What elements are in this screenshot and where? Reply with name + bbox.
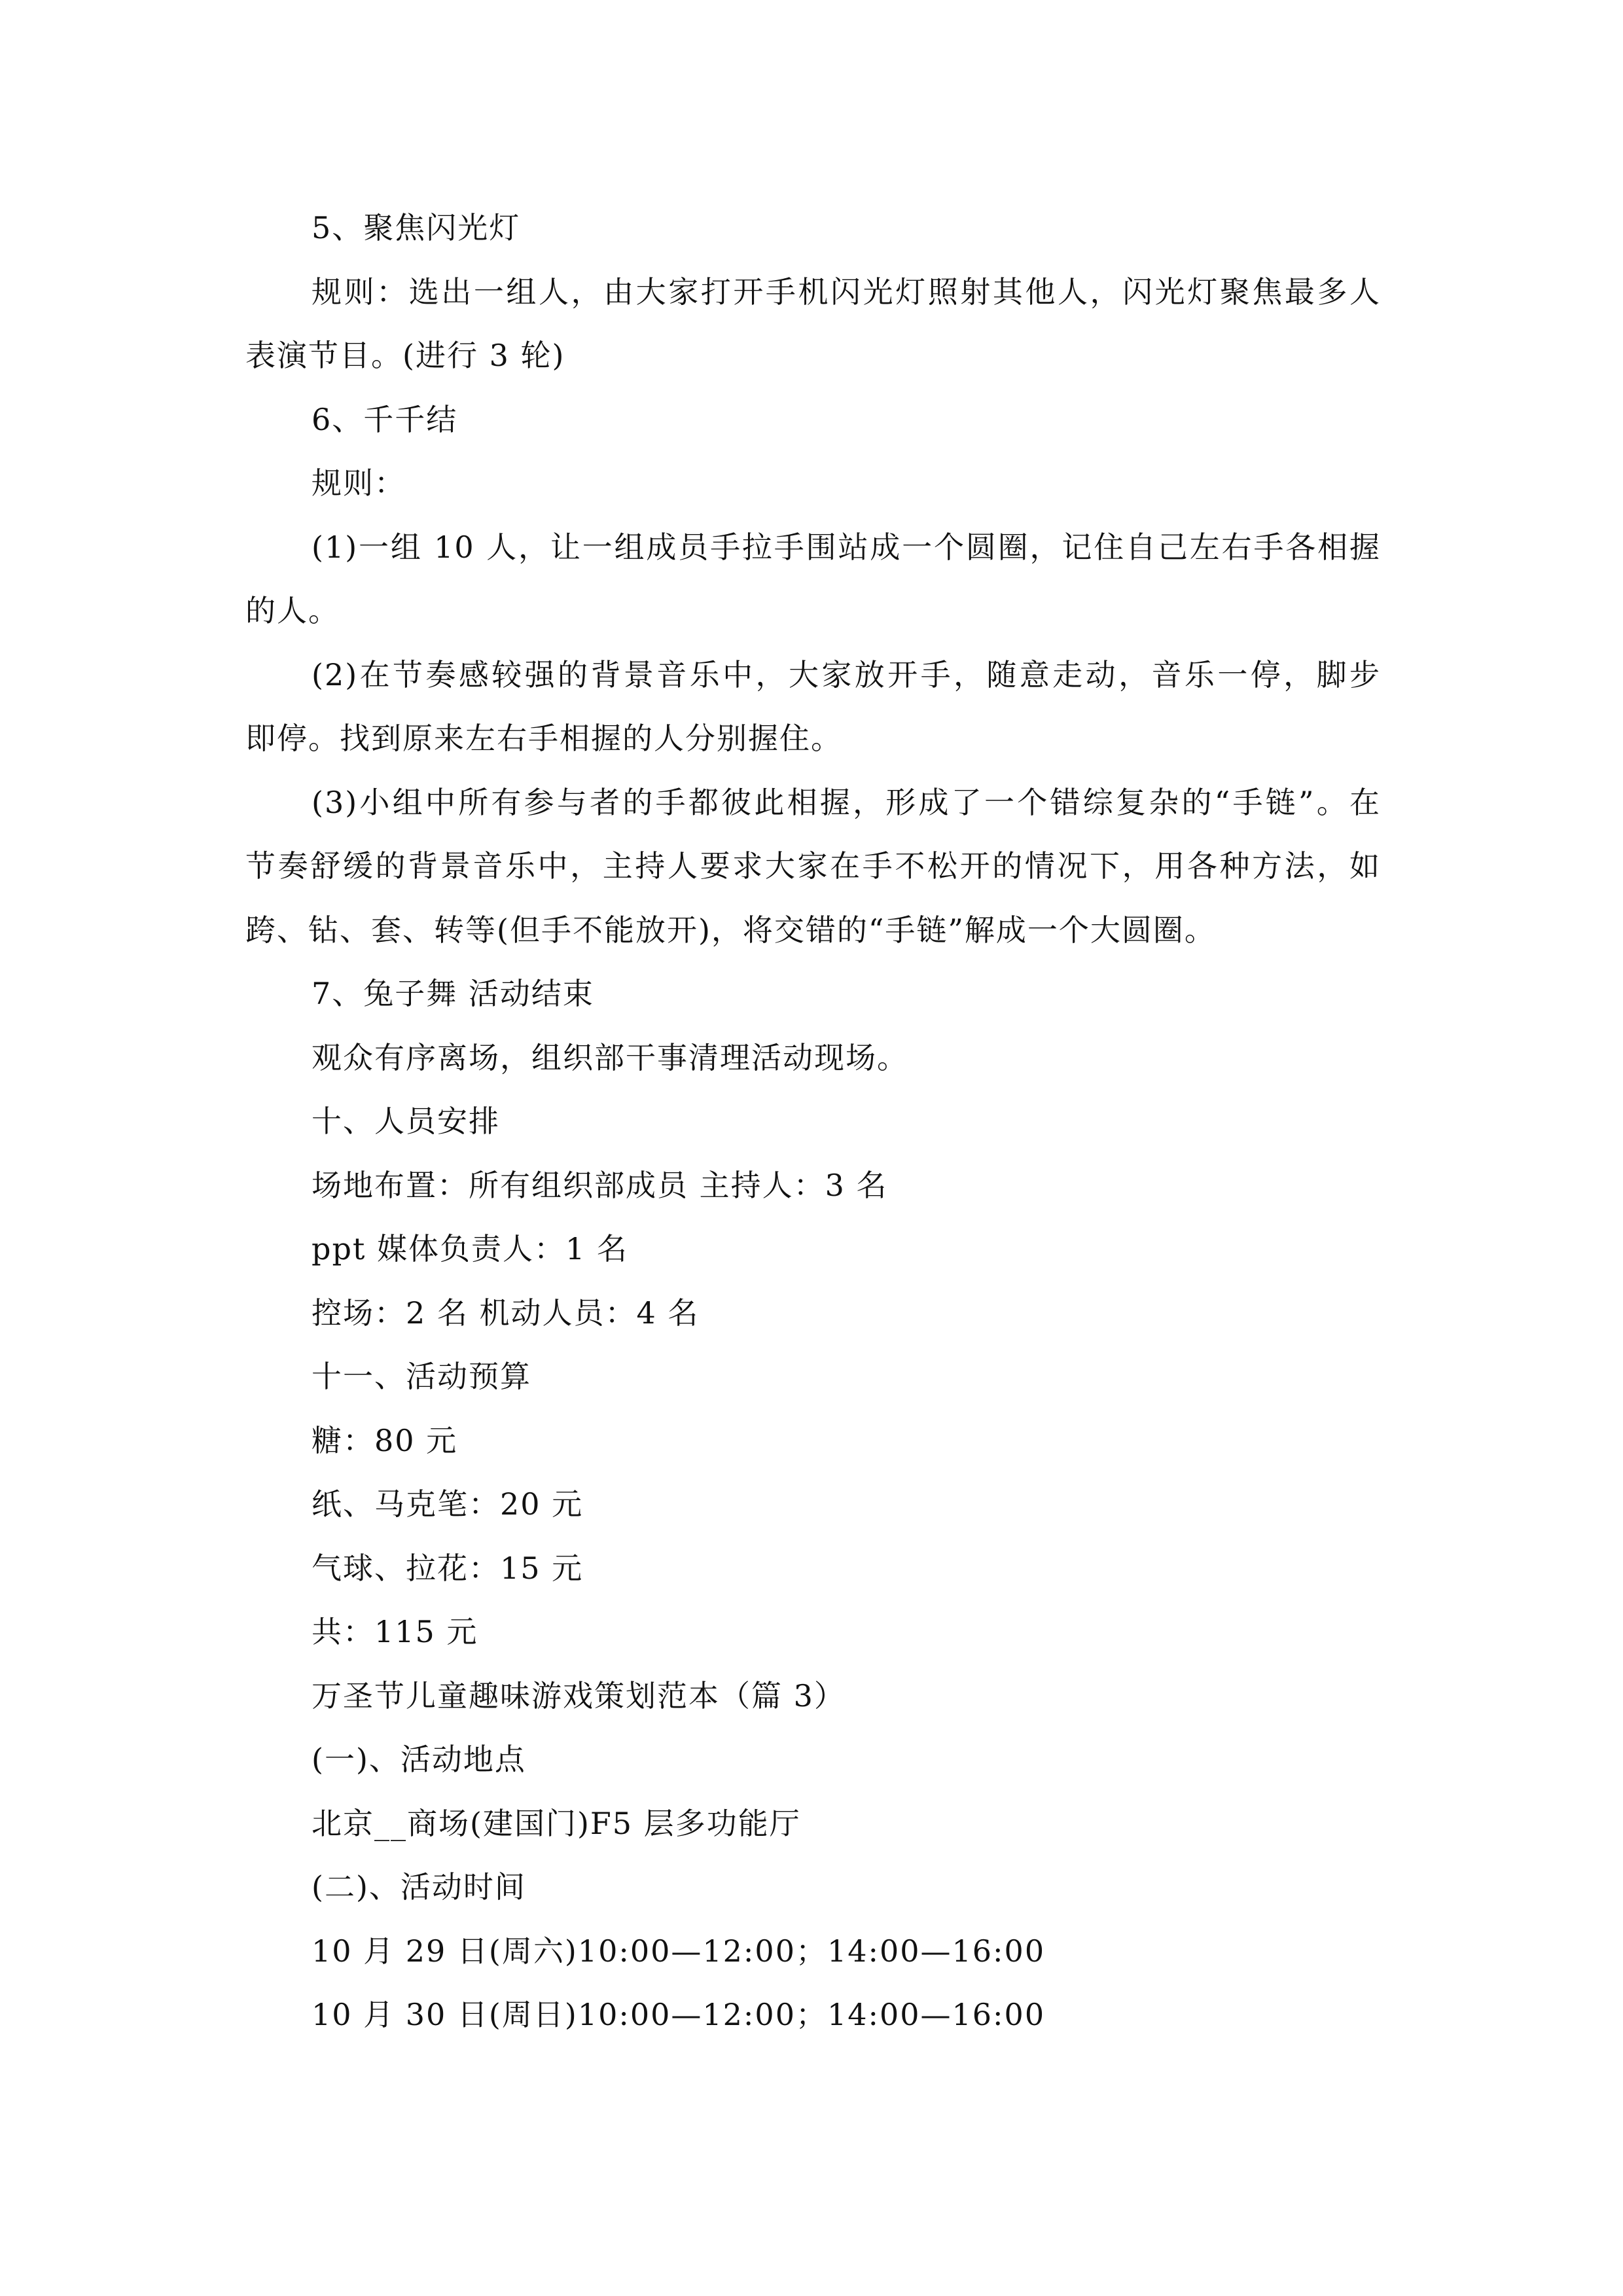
paragraph-line: (1)一组 10 人，让一组成员手拉手围站成一个圆圈，记住自己左右手各相握 bbox=[312, 529, 1381, 565]
section-heading: 7、兔子舞 活动结束 bbox=[312, 976, 594, 1011]
budget-item: 糖：80 元 bbox=[312, 1422, 458, 1458]
paragraph-line: ppt 媒体负责人：1 名 bbox=[312, 1231, 628, 1266]
paragraph-line: 节奏舒缓的背景音乐中，主持人要求大家在手不松开的情况下，用各种方法，如 bbox=[245, 848, 1381, 884]
paragraph-line: 10 月 30 日(周日)10:00—12:00；14:00—16:00 bbox=[312, 1997, 1046, 2032]
paragraph-line: 场地布置：所有组织部成员 主持人：3 名 bbox=[312, 1167, 888, 1203]
paragraph-line: (2)在节奏感较强的背景音乐中，大家放开手，随意走动，音乐一停，脚步 bbox=[312, 656, 1381, 692]
paragraph-line: 表演节目。(进行 3 轮) bbox=[245, 338, 565, 373]
paragraph-line: 规则：选出一组人，由大家打开手机闪光灯照射其他人，闪光灯聚焦最多人 bbox=[312, 274, 1381, 310]
paragraph-line: 观众有序离场，组织部干事清理活动现场。 bbox=[312, 1039, 908, 1075]
section-heading: (一)、活动地点 bbox=[312, 1742, 526, 1777]
paragraph-line: 北京__商场(建国门)F5 层多功能厅 bbox=[312, 1805, 801, 1841]
document-title: 万圣节儿童趣味游戏策划范本（篇 3） bbox=[312, 1677, 846, 1713]
budget-item: 气球、拉花：15 元 bbox=[312, 1550, 584, 1586]
section-heading: 6、千千结 bbox=[312, 401, 458, 437]
paragraph-line: (3)小组中所有参与者的手都彼此相握，形成了一个错综复杂的“手链”。在 bbox=[312, 784, 1381, 820]
paragraph-line: 规则： bbox=[312, 465, 406, 501]
document-body bbox=[245, 196, 1381, 2047]
budget-item: 纸、马克笔：20 元 bbox=[312, 1486, 584, 1522]
paragraph-line: 的人。 bbox=[245, 593, 340, 628]
paragraph-line: 即停。找到原来左右手相握的人分别握住。 bbox=[245, 721, 842, 756]
section-heading: (二)、活动时间 bbox=[312, 1869, 526, 1905]
paragraph-line: 跨、钻、套、转等(但手不能放开)，将交错的“手链”解成一个大圆圈。 bbox=[245, 912, 1216, 948]
section-heading: 5、聚焦闪光灯 bbox=[312, 210, 521, 245]
section-heading: 十、人员安排 bbox=[312, 1103, 500, 1139]
section-heading: 十一、活动预算 bbox=[312, 1359, 531, 1394]
paragraph-line: 控场：2 名 机动人员：4 名 bbox=[312, 1295, 700, 1331]
budget-total: 共：115 元 bbox=[312, 1614, 478, 1649]
paragraph-line: 10 月 29 日(周六)10:00—12:00；14:00—16:00 bbox=[312, 1933, 1046, 1969]
